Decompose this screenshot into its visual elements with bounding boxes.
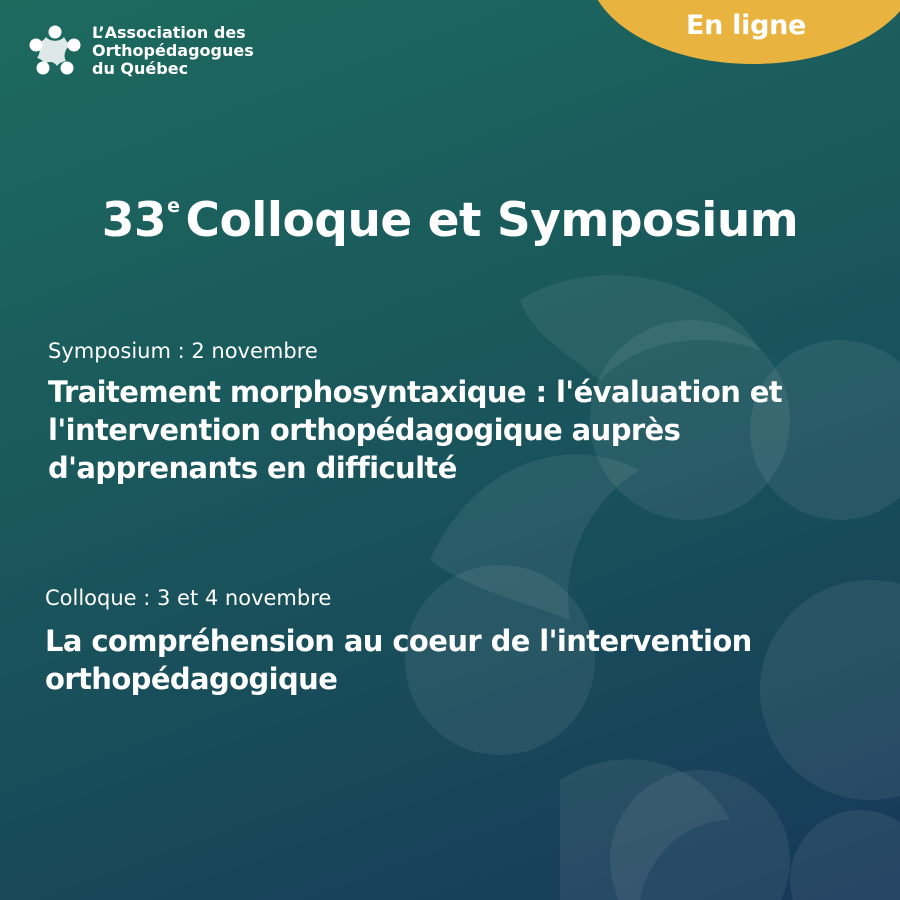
title-number: 33 <box>101 193 167 248</box>
colloque-heading <box>45 622 865 698</box>
association-name <box>92 24 292 78</box>
title-superscript: e <box>167 195 180 217</box>
title-text: Colloque et Symposium <box>185 193 799 248</box>
colloque-heading-line-2: orthopédagogique <box>45 662 338 696</box>
symposium-heading <box>48 373 878 487</box>
symposium-date: Symposium : 2 novembre <box>48 339 318 363</box>
symposium-heading-line-1: Traitement morphosyntaxique : l'évaluation et <box>48 375 783 409</box>
symposium-heading-line-3: d'apprenants en difficulté <box>48 451 457 485</box>
online-badge-label: En ligne <box>686 10 807 41</box>
symposium-heading-line-2: l'intervention orthopédagogique auprès <box>48 413 681 447</box>
association-name-line-2: Orthopédagogues <box>92 41 254 60</box>
association-name-line-1: L’Association des <box>92 23 246 42</box>
association-name-line-3: du Québec <box>92 59 189 78</box>
colloque-date: Colloque : 3 et 4 novembre <box>45 586 332 610</box>
event-title <box>0 176 900 251</box>
association-logo-icon <box>28 25 82 79</box>
colloque-heading-line-1: La compréhension au coeur de l'intervention <box>45 624 752 658</box>
